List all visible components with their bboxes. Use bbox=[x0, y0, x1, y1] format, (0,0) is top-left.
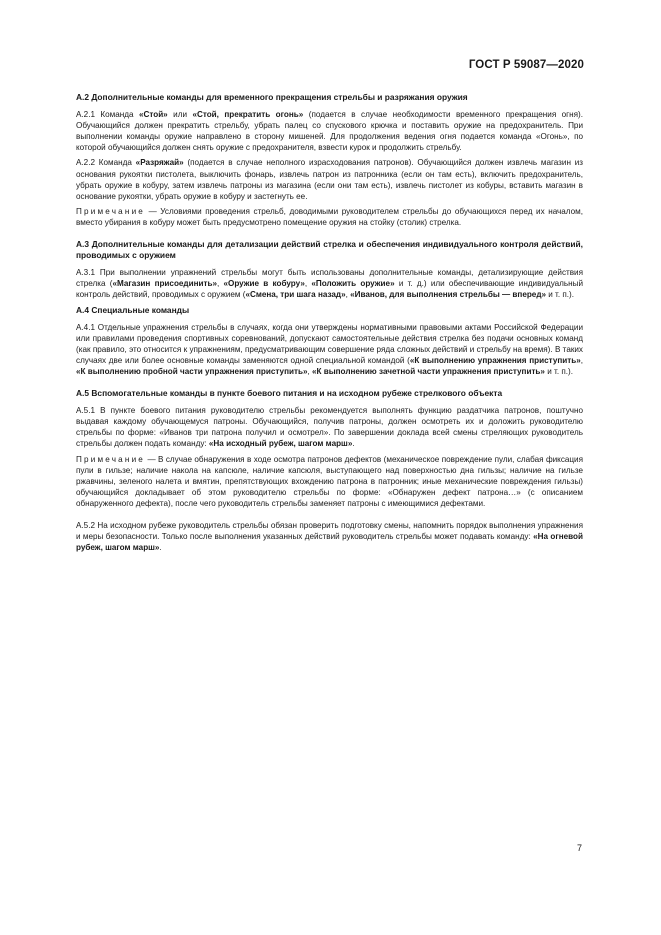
paragraph-a5-2: А.5.2 На исходном рубеже руководитель стрельбы обязан проверить подготовку смены, напомнить порядок выполнения упражнения и меры безопасности. Только после выполнения указанных действий руководитель стрельбы может подавать команду: «На огневой рубеж, шагом марш». bbox=[76, 521, 583, 553]
paragraph-a3-1: А.3.1 При выполнении упражнений стрельбы могут быть использованы дополнительные команды, детализирующие действия стрелка («Магазин присоединить», «Оружие в кобуру», «Положить оружие» и т. д.) или обеспечивающие индивидуальный контроль действий, проводимых с оружием («Смена, три шага назад», «Иванов, для выполнения стрельбы — вперед» и т. п.). bbox=[76, 268, 584, 300]
page-number: 7 bbox=[576, 843, 582, 853]
paragraph-a2-1: А.2.1 Команда «Стой» или «Стой, прекратить огонь» (подается в случае необходимости временного прекращения огня). Обучающийся должен прекратить стрельбу, убрать палец со спускового крючка и поставить оружие на предохранитель. При выполнении команды оружие направлено в сторону мишеней. Для продолжения ведения огня подается команда «Огонь», по которой обучающийся должен снять оружие с предохранителя, взвести курок и продолжить стрельбу. bbox=[76, 110, 583, 153]
paragraph-a4-1: А.4.1 Отдельные упражнения стрельбы в случаях, когда они утверждены нормативными правовыми актами Российской Федерации или правилами проведения спортивных соревнований, допускают самостоятельные действия стрелка без подачи основных команд (как правило, это относится к упражнениям, предусматривающим совершение ряда сложных действий и стрельбу на время). В таких случаях две или более основные команды заменяются одной специальной командой («К выполнению упражнения приступить», «К выполнению пробной части упражнения приступить», «К выполнению зачетной части упражнения приступить» и т. п.). bbox=[76, 322, 584, 376]
document-code: ГОСТ Р 59087—2020 bbox=[468, 59, 584, 71]
note-label: Примечание bbox=[76, 454, 146, 464]
note-a5: Примечание — В случае обнаружения в ходе осмотра патронов дефектов (механическое повреждение пули, слабая фиксация пули в гильзе; наличие накола на капсюле, наличие капсюля, выступающего над поверхностью дна гильзы; наличие на гильзе ржавчины, зеленого налета и вмятин, препятствующих вхождению патрона в патронник; иные механические повреждения гильзы) обучающийся докладывает об этом руководителю стрельбы по форме: «Обнаружен дефект патрона…» (с описанием обнаруженного дефекта), после чего руководитель стрельбы заменяет патроны с имеющимися дефектами. bbox=[76, 454, 583, 508]
section-heading-a3: А.3 Дополнительные команды для детализации действий стрелка и обеспечения индивидуального контроля действий, проводимых с оружием bbox=[76, 239, 583, 261]
section-heading-a2: А.2 Дополнительные команды для временного прекращения стрельбы и разряжания оружия bbox=[76, 92, 468, 102]
note-a2: Примечание — Условиями проведения стрельб, доводимыми руководителем стрельбы до обучающихся перед их началом, вместо убирания в кобуру может быть предусмотрено помещение оружия на стойку (столик) стрелка. bbox=[76, 206, 583, 227]
paragraph-a5-1: А.5.1 В пункте боевого питания руководителю стрельбы рекомендуется выполнять функцию раздатчика патронов, поштучно выдавая каждому обучающемуся патроны. Обучающийся, получив патроны, должен осмотреть их и доложить руководителю стрельбы по форме: «Иванов три патрона получил и осмотрел». По завершении доклада всей смены стреляющих руководитель стрельбы должен подать команду: «На исходный рубеж, шагом марш». bbox=[76, 406, 583, 449]
section-heading-a4: А.4 Специальные команды bbox=[76, 304, 190, 315]
note-label: Примечание bbox=[76, 206, 146, 216]
paragraph-a2-2: А.2.2 Команда «Разряжай» (подается в случае неполного израсходования патронов). Обучающийся должен извлечь магазин из основания рукоятки пистолета, выключить фонарь, извлечь патрон из патронника (если он там есть), включить предохранитель, убрать оружие в кобуру, затем извлечь патроны из магазина (если они там есть), извлечь пистолет из кобуры, вставить магазин в основание рукоятки, убрать оружие в кобуру и застегнуть ее. bbox=[76, 158, 583, 201]
section-heading-a5: А.5 Вспомогательные команды в пункте боевого питания и на исходном рубеже стрелкового объекта bbox=[76, 388, 503, 399]
document-body bbox=[76, 92, 583, 557]
